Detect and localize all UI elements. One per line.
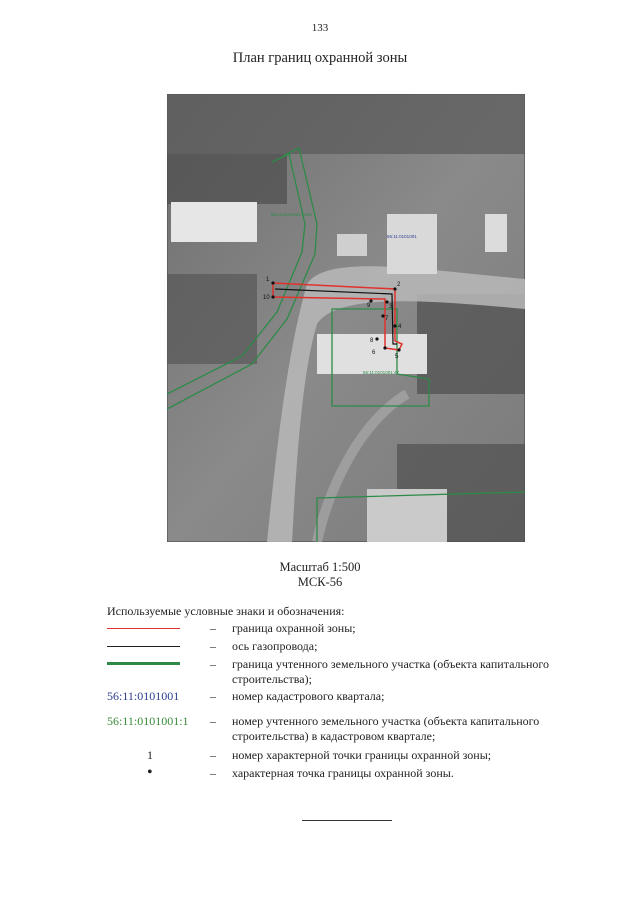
point-label: 8 xyxy=(370,338,374,344)
black-line-symbol xyxy=(107,646,180,647)
point-label: 1 xyxy=(266,277,270,283)
point-number-symbol: 1 xyxy=(147,748,153,762)
point-label: 4 xyxy=(398,324,402,330)
point-label: 6 xyxy=(372,350,376,356)
legend-desc: ось газопровода; xyxy=(232,639,318,653)
legend-desc: номер кадастрового квартала; xyxy=(232,689,385,703)
red-line-symbol xyxy=(107,628,180,629)
aerial-map xyxy=(167,94,525,542)
legend-dash: – xyxy=(210,657,216,671)
legend-desc: граница учтенного земельного участка (объекта капитального строительства); xyxy=(232,657,550,686)
legend-dash: – xyxy=(210,714,216,728)
legend-dash: – xyxy=(210,689,216,703)
coordinate-system: МСК-56 xyxy=(297,575,343,589)
parcel-code-symbol: 56:11:0101001:1 xyxy=(107,714,189,728)
legend-dash: – xyxy=(210,748,216,762)
point-label: 3 xyxy=(389,304,393,310)
page-number: 133 xyxy=(311,22,329,34)
map-scale xyxy=(0,560,640,590)
quarter-code-symbol: 56:11:0101001 xyxy=(107,689,180,703)
green-line-symbol xyxy=(107,662,180,665)
legend-desc: характерная точка границы охранной зоны. xyxy=(232,766,454,780)
quarter-label: 56:11:0101001 xyxy=(387,234,417,239)
scale-text: Масштаб 1:500 xyxy=(279,560,361,574)
footer-divider xyxy=(302,820,392,821)
parcel-label: 56:11:0101001:1660 xyxy=(271,212,312,217)
point-label: 9 xyxy=(367,303,371,309)
legend-dash: – xyxy=(210,639,216,653)
parcel-label: 56:11:0101001:47 xyxy=(363,370,399,375)
point-label: 2 xyxy=(397,282,401,288)
legend-desc: номер характерной точки границы охранной зоны; xyxy=(232,748,492,762)
page-title: План границ охранной зоны xyxy=(232,50,408,66)
point-label: 5 xyxy=(395,354,399,360)
point-label: 7 xyxy=(385,316,389,322)
legend-desc: номер учтенного земельного участка (объекта капитального строительства) в кадастровом квартале; xyxy=(232,714,540,743)
legend-desc: граница охранной зоны; xyxy=(232,621,356,635)
legend-dash: – xyxy=(210,766,216,780)
point-label: 10 xyxy=(263,295,270,301)
legend-title: Используемые условные знаки и обозначения: xyxy=(107,604,345,618)
legend-dash: – xyxy=(210,621,216,635)
point-dot-symbol: • xyxy=(147,764,153,781)
